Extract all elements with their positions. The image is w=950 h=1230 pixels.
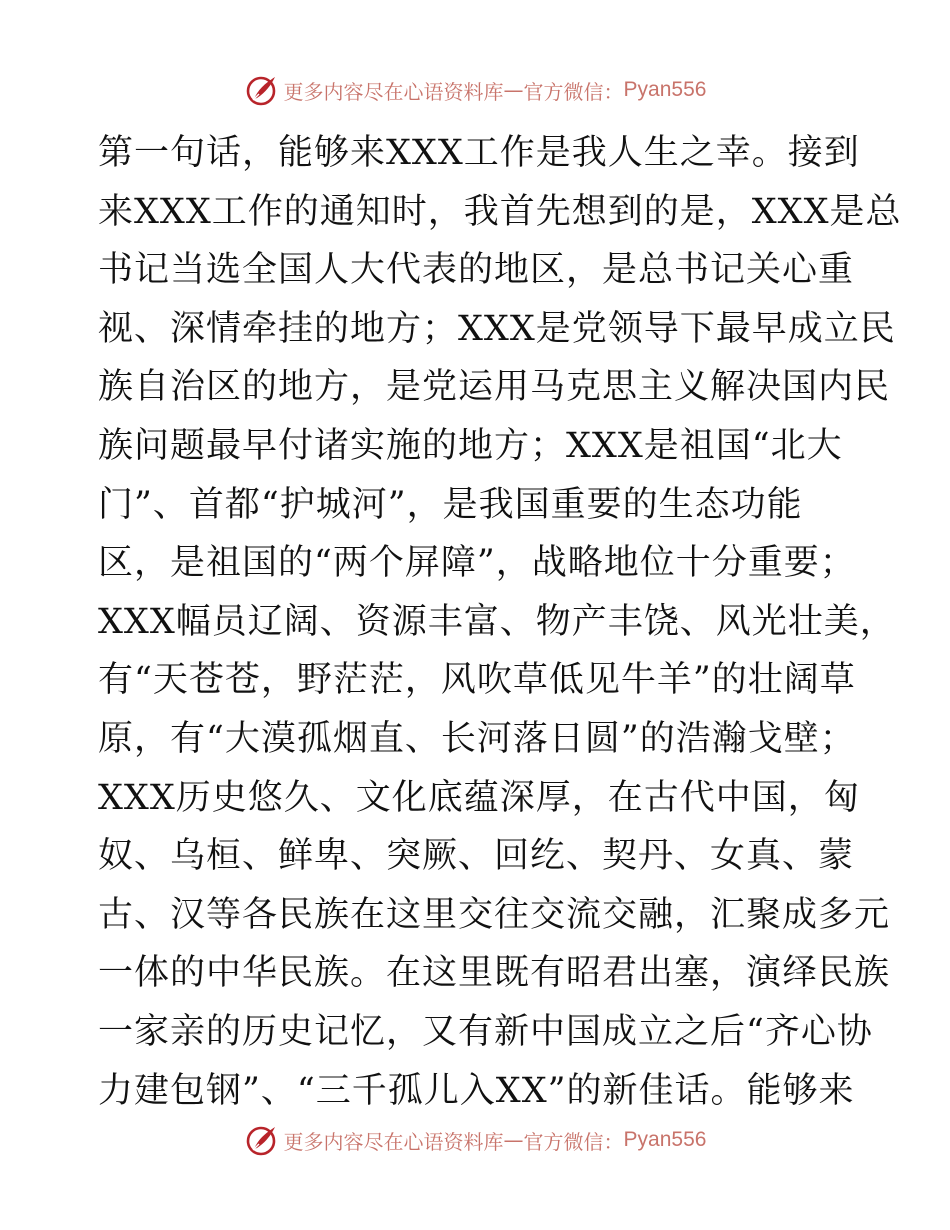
quill-logo-icon — [244, 1122, 280, 1158]
banner-wechat-id: Pyan556 — [623, 1128, 707, 1151]
quill-logo-icon — [244, 72, 280, 108]
text-line: XXX幅员辽阔、资源丰富、物产丰饶、风光壮美， — [98, 601, 896, 642]
banner-brand-text: 更多内容尽在心语资料库 — [283, 79, 504, 104]
header-banner — [0, 70, 950, 110]
banner-separator: — — [503, 1128, 524, 1152]
text-line: 门”、首都“护城河”，是我国重要的生态功能 — [98, 484, 803, 525]
text-line: 书记当选全国人大代表的地区，是总书记关心重 — [98, 250, 855, 291]
text-line: 原，有“大漠孤烟直、长河落日圆”的浩瀚戈壁； — [98, 718, 856, 759]
banner-brand-text: 更多内容尽在心语资料库 — [283, 1129, 504, 1154]
document-body — [98, 124, 902, 1120]
text-line: 力建包钢”、“三千孤儿入XX”的新佳话。能够来 — [98, 1070, 855, 1111]
text-line: 一体的中华民族。在这里既有昭君出塞，演绎民族 — [98, 953, 891, 994]
text-line: 奴、乌桓、鲜卑、突厥、回纥、契丹、女真、蒙 — [98, 836, 855, 877]
text-line: 来XXX工作的通知时，我首先想到的是，XXX是总 — [98, 191, 902, 232]
text-line: 视、深情牵挂的地方；XXX是党领导下最早成立民 — [98, 308, 896, 349]
text-line: 第一句话，能够来XXX工作是我人生之幸。接到 — [98, 133, 860, 173]
banner-wechat-id: Pyan556 — [623, 78, 707, 101]
text-line: 族问题最早付诸实施的地方；XXX是祖国“北大 — [98, 425, 843, 466]
text-line: 区，是祖国的“两个屏障”，战略地位十分重要； — [98, 543, 856, 584]
banner-wechat-label: 官方微信： — [523, 1129, 624, 1154]
text-line: XXX历史悠久、文化底蕴深厚，在古代中国，匈 — [98, 777, 860, 818]
text-line: 一家亲的历史记忆，又有新中国成立之后“齐心协 — [98, 1011, 873, 1052]
banner-separator: — — [503, 78, 524, 102]
text-line: 族自治区的地方，是党运用马克思主义解决国内民 — [98, 367, 891, 408]
text-line: 有“天苍苍，野茫茫，风吹草低见牛羊”的壮阔草 — [98, 660, 856, 701]
text-line: 古、汉等各民族在这里交往交流交融，汇聚成多元 — [98, 894, 891, 935]
banner-wechat-label: 官方微信： — [523, 79, 624, 104]
footer-banner — [0, 1120, 950, 1160]
